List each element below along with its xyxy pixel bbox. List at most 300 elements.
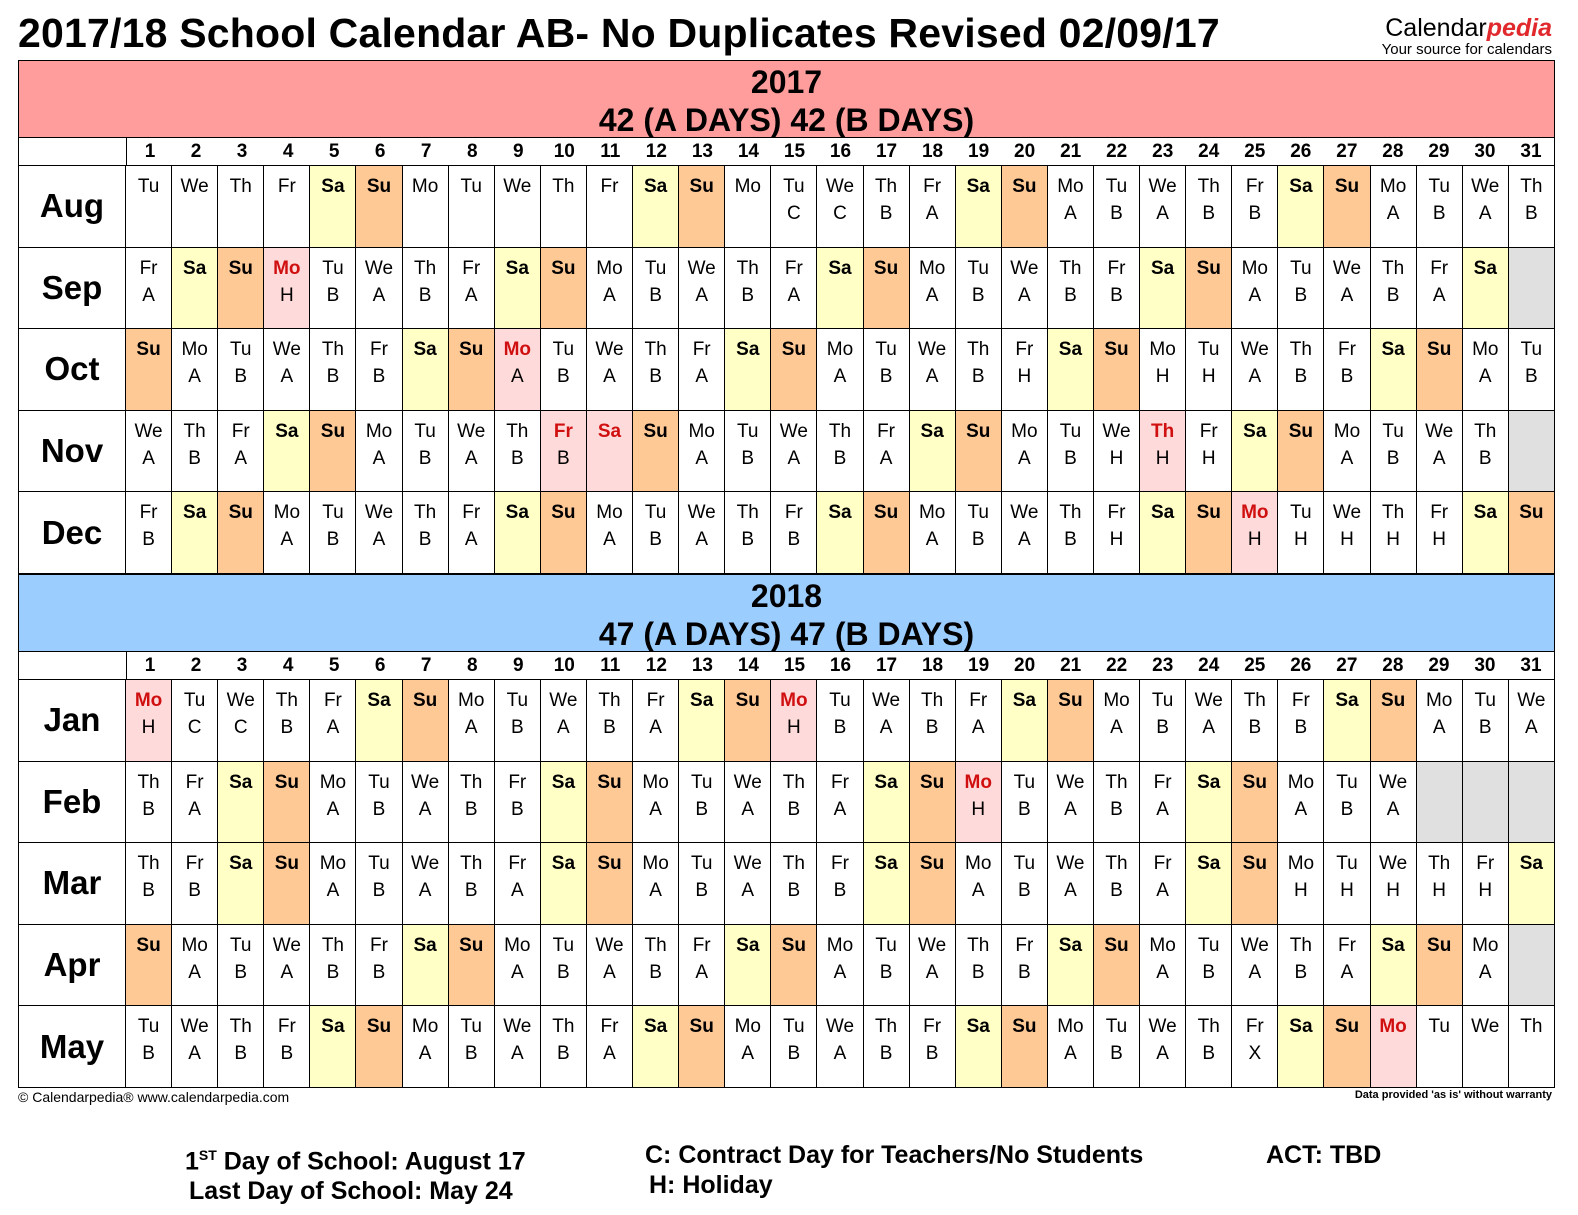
weekday-abbr: Mo [1287, 853, 1315, 875]
weekday-abbr: Tu [1336, 771, 1358, 793]
day-cell [403, 843, 449, 924]
day-code: H [1386, 529, 1400, 551]
weekday-abbr: Fr [1015, 339, 1034, 361]
day-cell [495, 1006, 541, 1087]
weekday-abbr: We [1332, 502, 1362, 524]
day-cell [1094, 843, 1140, 924]
day-cell [771, 166, 817, 247]
day-cell [910, 329, 956, 410]
weekday-abbr: Tu [967, 502, 989, 524]
day-cell [218, 762, 264, 843]
day-cell [1140, 411, 1186, 492]
day-cell [541, 248, 587, 329]
day-cell [956, 329, 1002, 410]
weekday-abbr: We [595, 934, 624, 956]
weekday-abbr: Su [597, 853, 622, 875]
weekday-abbr: Tu [368, 771, 390, 793]
weekday-abbr: We [595, 339, 624, 361]
day-cell [910, 166, 956, 247]
day-code: A [372, 447, 386, 469]
day-cell [725, 925, 771, 1006]
day-cell [817, 329, 863, 410]
day-code: A [464, 717, 478, 738]
day-cell [126, 492, 172, 573]
day-cell [679, 1006, 725, 1087]
day-code: H [786, 717, 801, 738]
day-cell [1002, 843, 1048, 924]
day-cell [172, 1006, 218, 1087]
day-cell [541, 680, 587, 761]
day-number-8: 8 [466, 141, 478, 162]
day-code: B [418, 529, 432, 551]
weekday-abbr: Sa [643, 176, 668, 197]
weekday-abbr: Su [459, 934, 484, 956]
day-code: B [1294, 366, 1308, 388]
weekday-abbr: Su [1104, 339, 1129, 361]
year-banner-2017 [19, 60, 1554, 138]
day-code: A [833, 961, 847, 983]
weekday-abbr: Th [874, 1016, 898, 1038]
weekday-abbr: Sa [1289, 176, 1313, 197]
weekday-abbr: We [687, 502, 716, 524]
day-cell [449, 329, 495, 410]
day-cell [817, 492, 863, 573]
day-cell [218, 680, 264, 761]
empty-cell [1463, 762, 1509, 843]
month-row-apr [19, 925, 1554, 1007]
day-code: A [1340, 961, 1354, 983]
day-cell [1509, 329, 1554, 410]
day-code: B [1110, 203, 1123, 224]
day-code: B [741, 284, 755, 306]
weekday-abbr: We [1056, 771, 1085, 793]
day-cell [1232, 1006, 1278, 1087]
day-cell [541, 166, 587, 247]
legend-school-dates [185, 1140, 526, 1206]
weekday-abbr: Th [1059, 257, 1082, 279]
day-cell [126, 1006, 172, 1087]
day-number-15: 15 [783, 141, 806, 162]
day-cell [1186, 329, 1232, 410]
day-cell [956, 411, 1002, 492]
day-code: B [188, 880, 201, 902]
day-number-14: 14 [737, 655, 759, 676]
day-number-19: 19 [968, 655, 990, 676]
weekday-abbr: Tu [183, 690, 206, 711]
day-number-16: 16 [829, 141, 852, 162]
weekday-abbr: Th [1381, 257, 1405, 279]
day-cell [356, 492, 402, 573]
day-cell [864, 1006, 910, 1087]
day-cell [956, 166, 1002, 247]
weekday-abbr: Su [1427, 934, 1452, 956]
day-cell [1371, 329, 1417, 410]
day-cell [1094, 925, 1140, 1006]
weekday-abbr: Tu [322, 257, 344, 279]
day-code: A [1248, 961, 1262, 983]
weekday-abbr: Tu [1105, 176, 1128, 197]
day-cell [1048, 492, 1094, 573]
day-cell [403, 492, 449, 573]
day-cell [403, 411, 449, 492]
weekday-abbr: We [549, 690, 578, 711]
weekday-abbr: Sa [321, 1016, 345, 1038]
brand-tagline: Your source for calendars [1381, 41, 1552, 58]
day-code: B [971, 529, 985, 551]
weekday-abbr: Fr [185, 853, 204, 875]
day-cell [310, 680, 356, 761]
day-code: B [649, 366, 662, 388]
day-number-11: 11 [600, 655, 621, 676]
weekday-abbr: Sa [1197, 771, 1221, 793]
weekday-abbr: Su [1196, 257, 1221, 279]
weekday-abbr: Mo [596, 502, 623, 524]
day-code: A [1156, 961, 1169, 983]
day-number-29: 29 [1428, 141, 1450, 162]
weekday-abbr: Mo [1425, 690, 1453, 711]
weekday-abbr: Sa [874, 771, 898, 793]
day-cell [1094, 762, 1140, 843]
weekday-abbr: Tu [1059, 420, 1082, 442]
day-code: H [1155, 447, 1170, 469]
day-cell [725, 329, 771, 410]
weekday-abbr: Th [1289, 934, 1312, 956]
day-cell [1417, 411, 1463, 492]
day-code: B [603, 717, 616, 738]
day-cell [1048, 329, 1094, 410]
day-cell [495, 762, 541, 843]
day-cell [1278, 680, 1324, 761]
day-cell [817, 248, 863, 329]
weekday-abbr: Su [412, 690, 438, 711]
day-code: B [464, 880, 478, 902]
weekday-abbr: Mo [458, 690, 485, 711]
weekday-abbr: Su [920, 853, 945, 875]
weekday-abbr: Tu [322, 502, 344, 524]
day-code: B [326, 284, 340, 306]
weekday-abbr: Fr [323, 690, 342, 711]
day-number-24: 24 [1198, 141, 1220, 162]
day-cell [449, 843, 495, 924]
day-cell [817, 925, 863, 1006]
day-code: B [1202, 203, 1216, 224]
weekday-abbr: Th [137, 853, 160, 875]
day-number-15: 15 [783, 655, 806, 676]
day-cell [1417, 329, 1463, 410]
day-cell [633, 843, 679, 924]
weekday-abbr: Th [1520, 176, 1543, 197]
weekday-abbr: Fr [1430, 257, 1449, 279]
weekday-abbr: Th [1151, 420, 1175, 442]
day-number-18: 18 [921, 141, 944, 162]
day-cell [541, 411, 587, 492]
weekday-abbr: Fr [1245, 1016, 1264, 1038]
weekday-abbr: We [1240, 934, 1269, 956]
weekday-abbr: Mo [1379, 176, 1407, 197]
weekday-abbr: Mo [1149, 934, 1176, 956]
day-code: A [326, 798, 340, 820]
day-code: A [1432, 447, 1446, 469]
day-cell [1371, 680, 1417, 761]
weekday-abbr: Th [782, 853, 805, 875]
day-cell [310, 925, 356, 1006]
weekday-abbr: Th [1059, 502, 1082, 524]
day-code: H [1201, 447, 1216, 469]
weekday-abbr: Fr [923, 176, 942, 197]
weekday-abbr: Fr [277, 1016, 296, 1038]
day-code: B [326, 961, 340, 983]
day-cell [449, 411, 495, 492]
day-code: B [1064, 447, 1077, 469]
day-count-label: 47 (A DAYS) 47 (B DAYS) [598, 616, 975, 652]
day-cell [264, 680, 310, 761]
day-code: B [326, 529, 340, 551]
day-code: A [188, 798, 201, 820]
weekday-abbr: Fr [1245, 176, 1264, 197]
day-cell [1186, 843, 1232, 924]
day-code: A [925, 961, 939, 983]
day-cell [172, 411, 218, 492]
weekday-abbr: Tu [1013, 853, 1036, 875]
day-cell [1324, 248, 1370, 329]
day-cell [403, 329, 449, 410]
month-label: Dec [19, 492, 126, 573]
weekday-abbr: Tu [1197, 339, 1220, 361]
weekday-abbr: Su [920, 771, 945, 793]
day-code: A [649, 717, 662, 738]
day-cell [1417, 166, 1463, 247]
weekday-abbr: We [1378, 771, 1408, 793]
day-code: B [372, 366, 386, 388]
day-cell [587, 680, 633, 761]
day-code: A [1064, 798, 1077, 820]
weekday-abbr: Mo [596, 257, 623, 279]
weekday-abbr: Fr [508, 771, 527, 793]
day-code: A [695, 366, 709, 388]
day-cell [264, 1006, 310, 1087]
day-cell [1048, 843, 1094, 924]
day-number-20: 20 [1014, 141, 1036, 162]
day-cell [1324, 411, 1370, 492]
day-number-12: 12 [645, 141, 667, 162]
day-cell [1278, 925, 1324, 1006]
day-cell [1463, 329, 1509, 410]
day-number-14: 14 [737, 141, 759, 162]
weekday-abbr: Fr [1015, 934, 1034, 956]
day-code: B [879, 961, 893, 983]
day-cell [1094, 1006, 1140, 1087]
day-cell [679, 925, 725, 1006]
day-code: A [1064, 1043, 1077, 1065]
day-number-8: 8 [466, 655, 478, 676]
day-code: A [1432, 284, 1446, 306]
weekday-abbr: Fr [508, 853, 527, 875]
weekday-abbr: Th [921, 690, 944, 711]
weekday-abbr: Sa [874, 853, 898, 875]
day-cell [1002, 762, 1048, 843]
weekday-abbr: Mo [365, 420, 393, 442]
day-code: A [326, 880, 340, 902]
day-number-10: 10 [553, 141, 575, 162]
weekday-abbr: Sa [1058, 934, 1083, 956]
day-code: A [464, 284, 478, 306]
day-cell [356, 329, 402, 410]
month-row-oct [19, 329, 1554, 411]
day-cell [495, 492, 541, 573]
day-cell [1186, 680, 1232, 761]
day-code: B [142, 529, 155, 551]
day-cell [1094, 680, 1140, 761]
day-cell [817, 680, 863, 761]
day-code: H [1386, 880, 1400, 902]
day-cell [310, 762, 356, 843]
weekday-abbr: Mo [1287, 771, 1315, 793]
day-cell [356, 411, 402, 492]
weekday-abbr: Fr [646, 690, 665, 711]
calendarpedia-logo[interactable] [1382, 14, 1552, 58]
weekday-abbr: Su [459, 339, 484, 361]
day-code: B [510, 717, 524, 738]
weekday-abbr: We [272, 934, 301, 956]
weekday-abbr: Sa [1381, 339, 1405, 361]
weekday-abbr: Su [1196, 502, 1221, 524]
day-cell [633, 411, 679, 492]
weekday-abbr: Su [1104, 934, 1129, 956]
day-cell [956, 492, 1002, 573]
day-cell [126, 248, 172, 329]
day-code: H [1109, 447, 1124, 469]
day-cell [310, 248, 356, 329]
day-cell [633, 248, 679, 329]
day-code: B [1064, 284, 1077, 306]
weekday-abbr: Mo [780, 690, 808, 711]
day-code: B [1525, 203, 1538, 224]
day-cell [1002, 248, 1048, 329]
day-cell [1324, 762, 1370, 843]
weekday-abbr: Su [597, 771, 622, 793]
day-code: B [971, 366, 985, 388]
day-code: B [649, 961, 662, 983]
day-code: H [1017, 366, 1032, 388]
day-code: A [879, 447, 893, 469]
day-code: A [1248, 366, 1262, 388]
day-number-28: 28 [1382, 655, 1404, 676]
day-code: A [879, 717, 893, 738]
weekday-abbr: Th [1243, 690, 1266, 711]
day-cell [1509, 1006, 1554, 1087]
day-cell [218, 248, 264, 329]
day-cell [356, 762, 402, 843]
weekday-abbr: Mo [181, 339, 208, 361]
day-code: A [741, 1043, 755, 1065]
weekday-abbr: Fr [692, 934, 711, 956]
month-label: May [19, 1006, 126, 1087]
weekday-abbr: Th [460, 853, 483, 875]
day-cell [1186, 762, 1232, 843]
day-cell [910, 762, 956, 843]
day-code: B [1110, 284, 1123, 306]
day-cell [1140, 1006, 1186, 1087]
weekday-abbr: Mo [1057, 176, 1084, 197]
day-code: B [695, 880, 709, 902]
day-code: A [603, 961, 616, 983]
weekday-abbr: Sa [505, 502, 529, 524]
day-cell [1324, 925, 1370, 1006]
day-cell [1371, 411, 1417, 492]
day-code: A [695, 529, 709, 551]
weekday-abbr: Sa [275, 420, 299, 442]
day-cell [771, 492, 817, 573]
weekday-abbr: Tu [1151, 690, 1174, 711]
day-code: B [787, 798, 801, 820]
day-code: B [372, 798, 386, 820]
weekday-abbr: Sa [183, 502, 207, 524]
day-cell [1140, 762, 1186, 843]
day-number-2: 2 [190, 655, 202, 676]
month-row-aug [19, 166, 1554, 248]
day-cell [495, 680, 541, 761]
day-cell [1509, 492, 1554, 573]
day-cell [218, 166, 264, 247]
weekday-abbr: Fr [139, 502, 158, 524]
day-cell [172, 925, 218, 1006]
month-row-jan [19, 680, 1554, 762]
day-cell [1048, 925, 1094, 1006]
day-cell [403, 762, 449, 843]
day-cell [864, 925, 910, 1006]
day-code: A [833, 798, 847, 820]
day-code: B [695, 798, 709, 820]
weekday-abbr: Su [136, 934, 161, 956]
legend-holiday: H: Holiday [649, 1171, 773, 1199]
weekday-abbr: Th [229, 176, 252, 197]
weekday-abbr: Fr [830, 771, 849, 793]
day-cell [910, 1006, 956, 1087]
day-code: A [1432, 717, 1446, 738]
day-cell [1463, 680, 1509, 761]
day-code: A [925, 203, 939, 224]
weekday-abbr: Fr [370, 339, 388, 361]
weekday-abbr: Th [1289, 339, 1312, 361]
day-code: A [1017, 529, 1031, 551]
weekday-abbr: Th [552, 176, 575, 197]
day-cell [126, 680, 172, 761]
day-cell [1371, 843, 1417, 924]
weekday-abbr: Su [643, 420, 668, 442]
day-cell [126, 843, 172, 924]
day-code: A [510, 880, 524, 902]
weekday-abbr: Tu [506, 690, 529, 711]
day-cell [1002, 680, 1048, 761]
weekday-abbr: Su [366, 1016, 392, 1038]
weekday-abbr: Fr [830, 853, 849, 875]
weekday-abbr: We [1010, 502, 1039, 524]
weekday-abbr: Th [1520, 1016, 1543, 1038]
month-label: Apr [19, 925, 126, 1006]
day-code: H [1294, 880, 1308, 902]
day-cell [956, 1006, 1002, 1087]
weekday-abbr: Fr [1153, 853, 1172, 875]
day-cell [1324, 1006, 1370, 1087]
day-number-23: 23 [1152, 141, 1174, 162]
month-label: Aug [19, 166, 126, 247]
month-label: Nov [19, 411, 126, 492]
weekday-abbr: We [364, 257, 394, 279]
weekday-abbr: We [1148, 1016, 1177, 1038]
day-code: B [557, 961, 570, 983]
day-code: B [142, 798, 155, 820]
day-cell [1278, 329, 1324, 410]
